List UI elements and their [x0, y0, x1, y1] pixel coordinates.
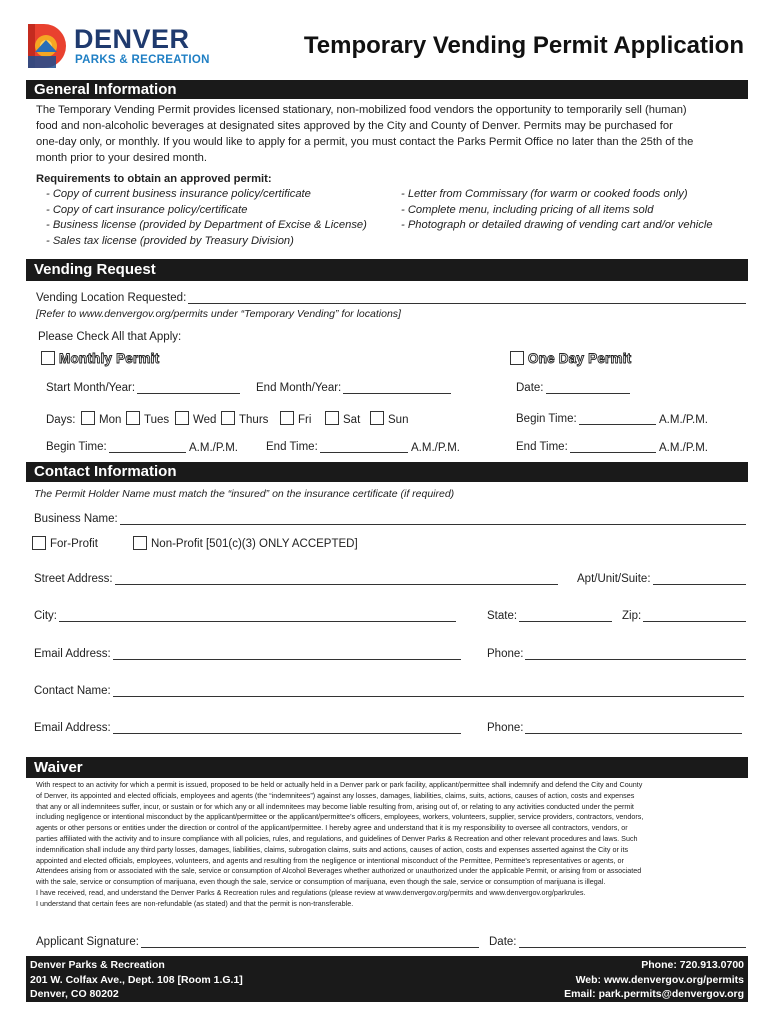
monthly-begin-time-field[interactable] — [46, 441, 186, 453]
waiver-line: indemnification shall include any third party losses, damages, liabilities, claims, subrogation claims, suits and actions, causes of action, costs and expenses asserted against the City or its — [36, 844, 629, 854]
intro-line: one-day only, or monthly. If you would like to apply for a permit, you must contact the Parks Permit Office no later than the 25th of the — [36, 136, 694, 148]
footer-phone: Phone: 720.913.0700 — [641, 959, 744, 971]
zip-field[interactable] — [622, 610, 746, 622]
signature-date-field[interactable] — [489, 936, 746, 948]
one-day-begin-time-input[interactable] — [579, 413, 656, 425]
business-name-input[interactable] — [120, 513, 746, 525]
general-intro — [36, 102, 748, 166]
vending-location-label: Vending Location Requested: — [36, 292, 187, 304]
applicant-signature-label: Applicant Signature: — [36, 936, 139, 948]
contact-information-heading: Contact Information — [26, 462, 748, 482]
business-name-label: Business Name: — [34, 513, 118, 525]
email-address-input[interactable] — [113, 648, 461, 660]
monthly-permit-checkbox[interactable] — [41, 351, 55, 365]
one-day-end-time-input[interactable] — [570, 441, 656, 453]
contact-email-label: Email Address: — [34, 722, 111, 734]
start-month-input[interactable] — [137, 382, 240, 394]
vending-location-input[interactable] — [188, 292, 746, 304]
logo-denver-text: DENVER — [74, 24, 190, 54]
monthly-end-time-label: End Time: — [266, 441, 318, 453]
day-mon-label: Mon — [99, 414, 122, 426]
denver-parks-logo — [26, 22, 216, 72]
day-sat-label: Sat — [343, 414, 361, 426]
city-field[interactable] — [34, 610, 456, 622]
contact-email-field[interactable] — [34, 722, 461, 734]
city-label: City: — [34, 610, 57, 622]
signature-date-input[interactable] — [519, 936, 747, 948]
contact-phone-field[interactable] — [487, 722, 742, 734]
footer-address-line1: 201 W. Colfax Ave., Dept. 108 [Room 1.G.1] — [30, 973, 243, 986]
day-mon-checkbox[interactable] — [81, 411, 95, 425]
business-name-field[interactable] — [34, 513, 746, 525]
waiver-heading: Waiver — [26, 757, 748, 778]
email-address-field[interactable] — [34, 648, 461, 660]
for-profit-label: For-Profit — [50, 538, 98, 550]
start-month-field[interactable] — [46, 382, 240, 394]
waiver-line: including negligence or intentional misconduct by the applicant/permittee or the applicant/permittee’s officers, employees, workers, volunteers, supplier, service providers, contractors, vendors, — [36, 812, 644, 822]
non-profit-label — [151, 538, 358, 550]
permit-holder-note: The Permit Holder Name must match the “insured” on the insurance certificate (if required) — [34, 488, 455, 500]
monthly-begin-time-label: Begin Time: — [46, 441, 107, 453]
footer-address — [30, 958, 243, 1002]
state-label: State: — [487, 610, 518, 622]
street-address-field[interactable] — [34, 573, 558, 585]
contact-name-label: Contact Name: — [34, 685, 111, 697]
waiver-line: Attendees arising from or associated with the sale, service or consumption of Alcohol Beverages whether authorized or unauthorized under the applicable Permit, or arising from or associated — [36, 866, 642, 876]
street-address-label: Street Address: — [34, 573, 113, 585]
requirements-label: Requirements to obtain an approved permit: — [36, 173, 272, 185]
waiver-line: I have received, read, and understand the Denver Parks & Recreation rules and regulations (please review at www.denvergov.org/permits and www.denvergov.org/parkrules. — [36, 887, 586, 897]
zip-label: Zip: — [622, 610, 642, 622]
contact-name-field[interactable] — [34, 685, 744, 697]
waiver-line: appointed and elected officials, employees, volunteers, and agents and resulting from the negligence or intentional misconduct of the Permittee, Permittee’s representatives or agents, or — [36, 855, 624, 865]
start-month-label: Start Month/Year: — [46, 382, 136, 394]
one-day-end-time-field[interactable] — [516, 441, 656, 453]
one-day-permit-checkbox[interactable] — [510, 351, 524, 365]
footer-contact — [564, 958, 744, 1002]
contact-phone-input[interactable] — [525, 722, 742, 734]
street-address-input[interactable] — [115, 573, 558, 585]
state-input[interactable] — [519, 610, 612, 622]
vending-location-note: [Refer to www.denvergov.org/permits under “Temporary Vending” for locations] — [36, 308, 401, 320]
monthly-begin-time-input[interactable] — [109, 441, 186, 453]
requirement-item: - Complete menu, including pricing of all items sold — [401, 203, 654, 216]
waiver-line: I understand that certain fees are non-refundable (as stated) and that the permit is non-transferable. — [36, 898, 354, 908]
applicant-signature-input[interactable] — [141, 936, 479, 948]
requirement-item: - Sales tax license (provided by Treasury Division) — [46, 234, 294, 247]
applicant-signature-field[interactable] — [36, 936, 479, 948]
phone-label: Phone: — [487, 648, 524, 660]
waiver-line: with the sale, service or consumption of marijuana, even though the sale, service or consumption of marijuana, even though the sale, service or consumption of marijuana is illegal. — [36, 877, 606, 887]
requirement-item: - Letter from Commissary (for warm or cooked foods only) — [401, 188, 688, 200]
requirement-item: - Copy of current business insurance policy/certificate — [46, 188, 311, 200]
day-fri-label: Fri — [298, 414, 312, 426]
one-day-end-time-label: End Time: — [516, 441, 568, 453]
monthly-begin-ampm: A.M./P.M. — [189, 442, 238, 454]
signature-date-label: Date: — [489, 936, 517, 948]
vending-location-field[interactable] — [36, 292, 746, 304]
non-profit-checkbox[interactable] — [133, 536, 147, 550]
intro-line: The Temporary Vending Permit provides licensed stationary, non-mobilized food vendors the opportunity to temporarily sell (human) — [36, 104, 687, 116]
day-fri-checkbox[interactable] — [280, 411, 294, 425]
page-title: Temporary Vending Permit Application — [303, 32, 744, 59]
footer-org: Denver Parks & Recreation — [30, 959, 165, 971]
general-information-heading: General Information — [26, 80, 748, 99]
zip-input[interactable] — [643, 610, 746, 622]
apt-unit-field[interactable] — [577, 573, 746, 585]
day-sun-label: Sun — [388, 414, 409, 426]
one-day-begin-ampm: A.M./P.M. — [659, 414, 708, 426]
contact-phone-label: Phone: — [487, 722, 524, 734]
one-day-permit-label: One Day Permit — [528, 351, 632, 366]
footer-web: Web: www.denvergov.org/permits — [575, 973, 744, 986]
waiver-line: parties affiliated with the activity and to insure compliance with all policies, rules, and regulations, and guidelines of Denver Parks & Recreation and other relevant procedures and laws. Such — [36, 833, 638, 843]
requirement-item: - Photograph or detailed drawing of vending cart and/or vehicle — [401, 219, 713, 231]
apt-unit-input[interactable] — [653, 573, 746, 585]
vending-request-heading: Vending Request — [26, 259, 748, 281]
intro-line: month prior to your desired month. — [36, 152, 208, 164]
for-profit-checkbox[interactable] — [32, 536, 46, 550]
one-day-end-ampm: A.M./P.M. — [659, 442, 708, 454]
state-field[interactable] — [487, 610, 612, 622]
days-label: Days: — [46, 414, 76, 426]
one-day-date-input[interactable] — [546, 382, 631, 394]
end-month-field[interactable] — [256, 382, 451, 394]
day-thurs-label: Thurs — [239, 414, 269, 426]
monthly-permit-label: Monthly Permit — [59, 351, 160, 366]
one-day-date-field[interactable] — [516, 382, 630, 394]
requirement-item: - Copy of cart insurance policy/certificate — [46, 203, 248, 216]
intro-line: food and non-alcoholic beverages at designated sites approved by the City and County of Denver. Permits may be purchased for — [36, 120, 673, 132]
check-all-label: Please Check All that Apply: — [38, 331, 182, 343]
footer — [26, 956, 748, 1002]
non-profit-note: [501(c)(3) ONLY ACCEPTED] — [205, 538, 358, 550]
waiver-line: of Denver, its appointed and elected officials, employees and agents (the “indemnitees”) against any losses, damages, liabilities, claims, suits, actions, causes of action, costs and expenses — [36, 790, 635, 800]
denver-d-logo-icon — [26, 22, 68, 70]
footer-email: Email: park.permits@denvergov.org — [564, 988, 744, 1000]
day-wed-label: Wed — [193, 414, 217, 426]
one-day-begin-time-field[interactable] — [516, 413, 656, 425]
contact-name-input[interactable] — [113, 685, 744, 697]
day-sun-checkbox[interactable] — [370, 411, 384, 425]
waiver-text — [36, 780, 751, 910]
one-day-date-label: Date: — [516, 382, 544, 394]
requirement-item: - Business license (provided by Department of Excise & License) — [46, 219, 367, 231]
end-month-label: End Month/Year: — [256, 382, 342, 394]
day-tues-label: Tues — [144, 414, 170, 426]
footer-address-line2: Denver, CO 80202 — [30, 988, 119, 1000]
non-profit-text: Non-Profit — [151, 538, 203, 550]
day-wed-checkbox[interactable] — [175, 411, 189, 425]
day-tues-checkbox[interactable] — [126, 411, 140, 425]
waiver-line: agents or other persons or entities under the direction or control of the applicant/permittee. I hereby agree and understand that it is my responsibility to oversee all contractors, vendors, or — [36, 823, 628, 833]
one-day-begin-time-label: Begin Time: — [516, 413, 577, 425]
end-month-input[interactable] — [343, 382, 451, 394]
phone-field[interactable] — [487, 648, 746, 660]
email-address-label: Email Address: — [34, 648, 111, 660]
phone-input[interactable] — [525, 648, 746, 660]
logo-parks-text: PARKS & RECREATION — [75, 54, 210, 66]
day-sat-checkbox[interactable] — [325, 411, 339, 425]
contact-email-input[interactable] — [113, 722, 461, 734]
requirements-left-list — [46, 187, 367, 249]
apt-unit-label: Apt/Unit/Suite: — [577, 573, 651, 585]
waiver-line: With respect to an activity for which a permit is issued, proposed to be held or actually held in a Denver park or park facility, applicant/permittee shall indemnify and defend the City and County — [36, 780, 643, 789]
monthly-end-time-field[interactable] — [266, 441, 408, 453]
waiver-line: that any or all indemnitees suffer, incur, or sustain or for which any or all indemnitees may become liable resulting from, arising out of, or relating to any activities conducted under the permit — [36, 801, 634, 811]
monthly-end-time-input[interactable] — [320, 441, 408, 453]
city-input[interactable] — [59, 610, 456, 622]
requirements-right-list — [401, 187, 713, 234]
monthly-end-ampm: A.M./P.M. — [411, 442, 460, 454]
day-thurs-checkbox[interactable] — [221, 411, 235, 425]
